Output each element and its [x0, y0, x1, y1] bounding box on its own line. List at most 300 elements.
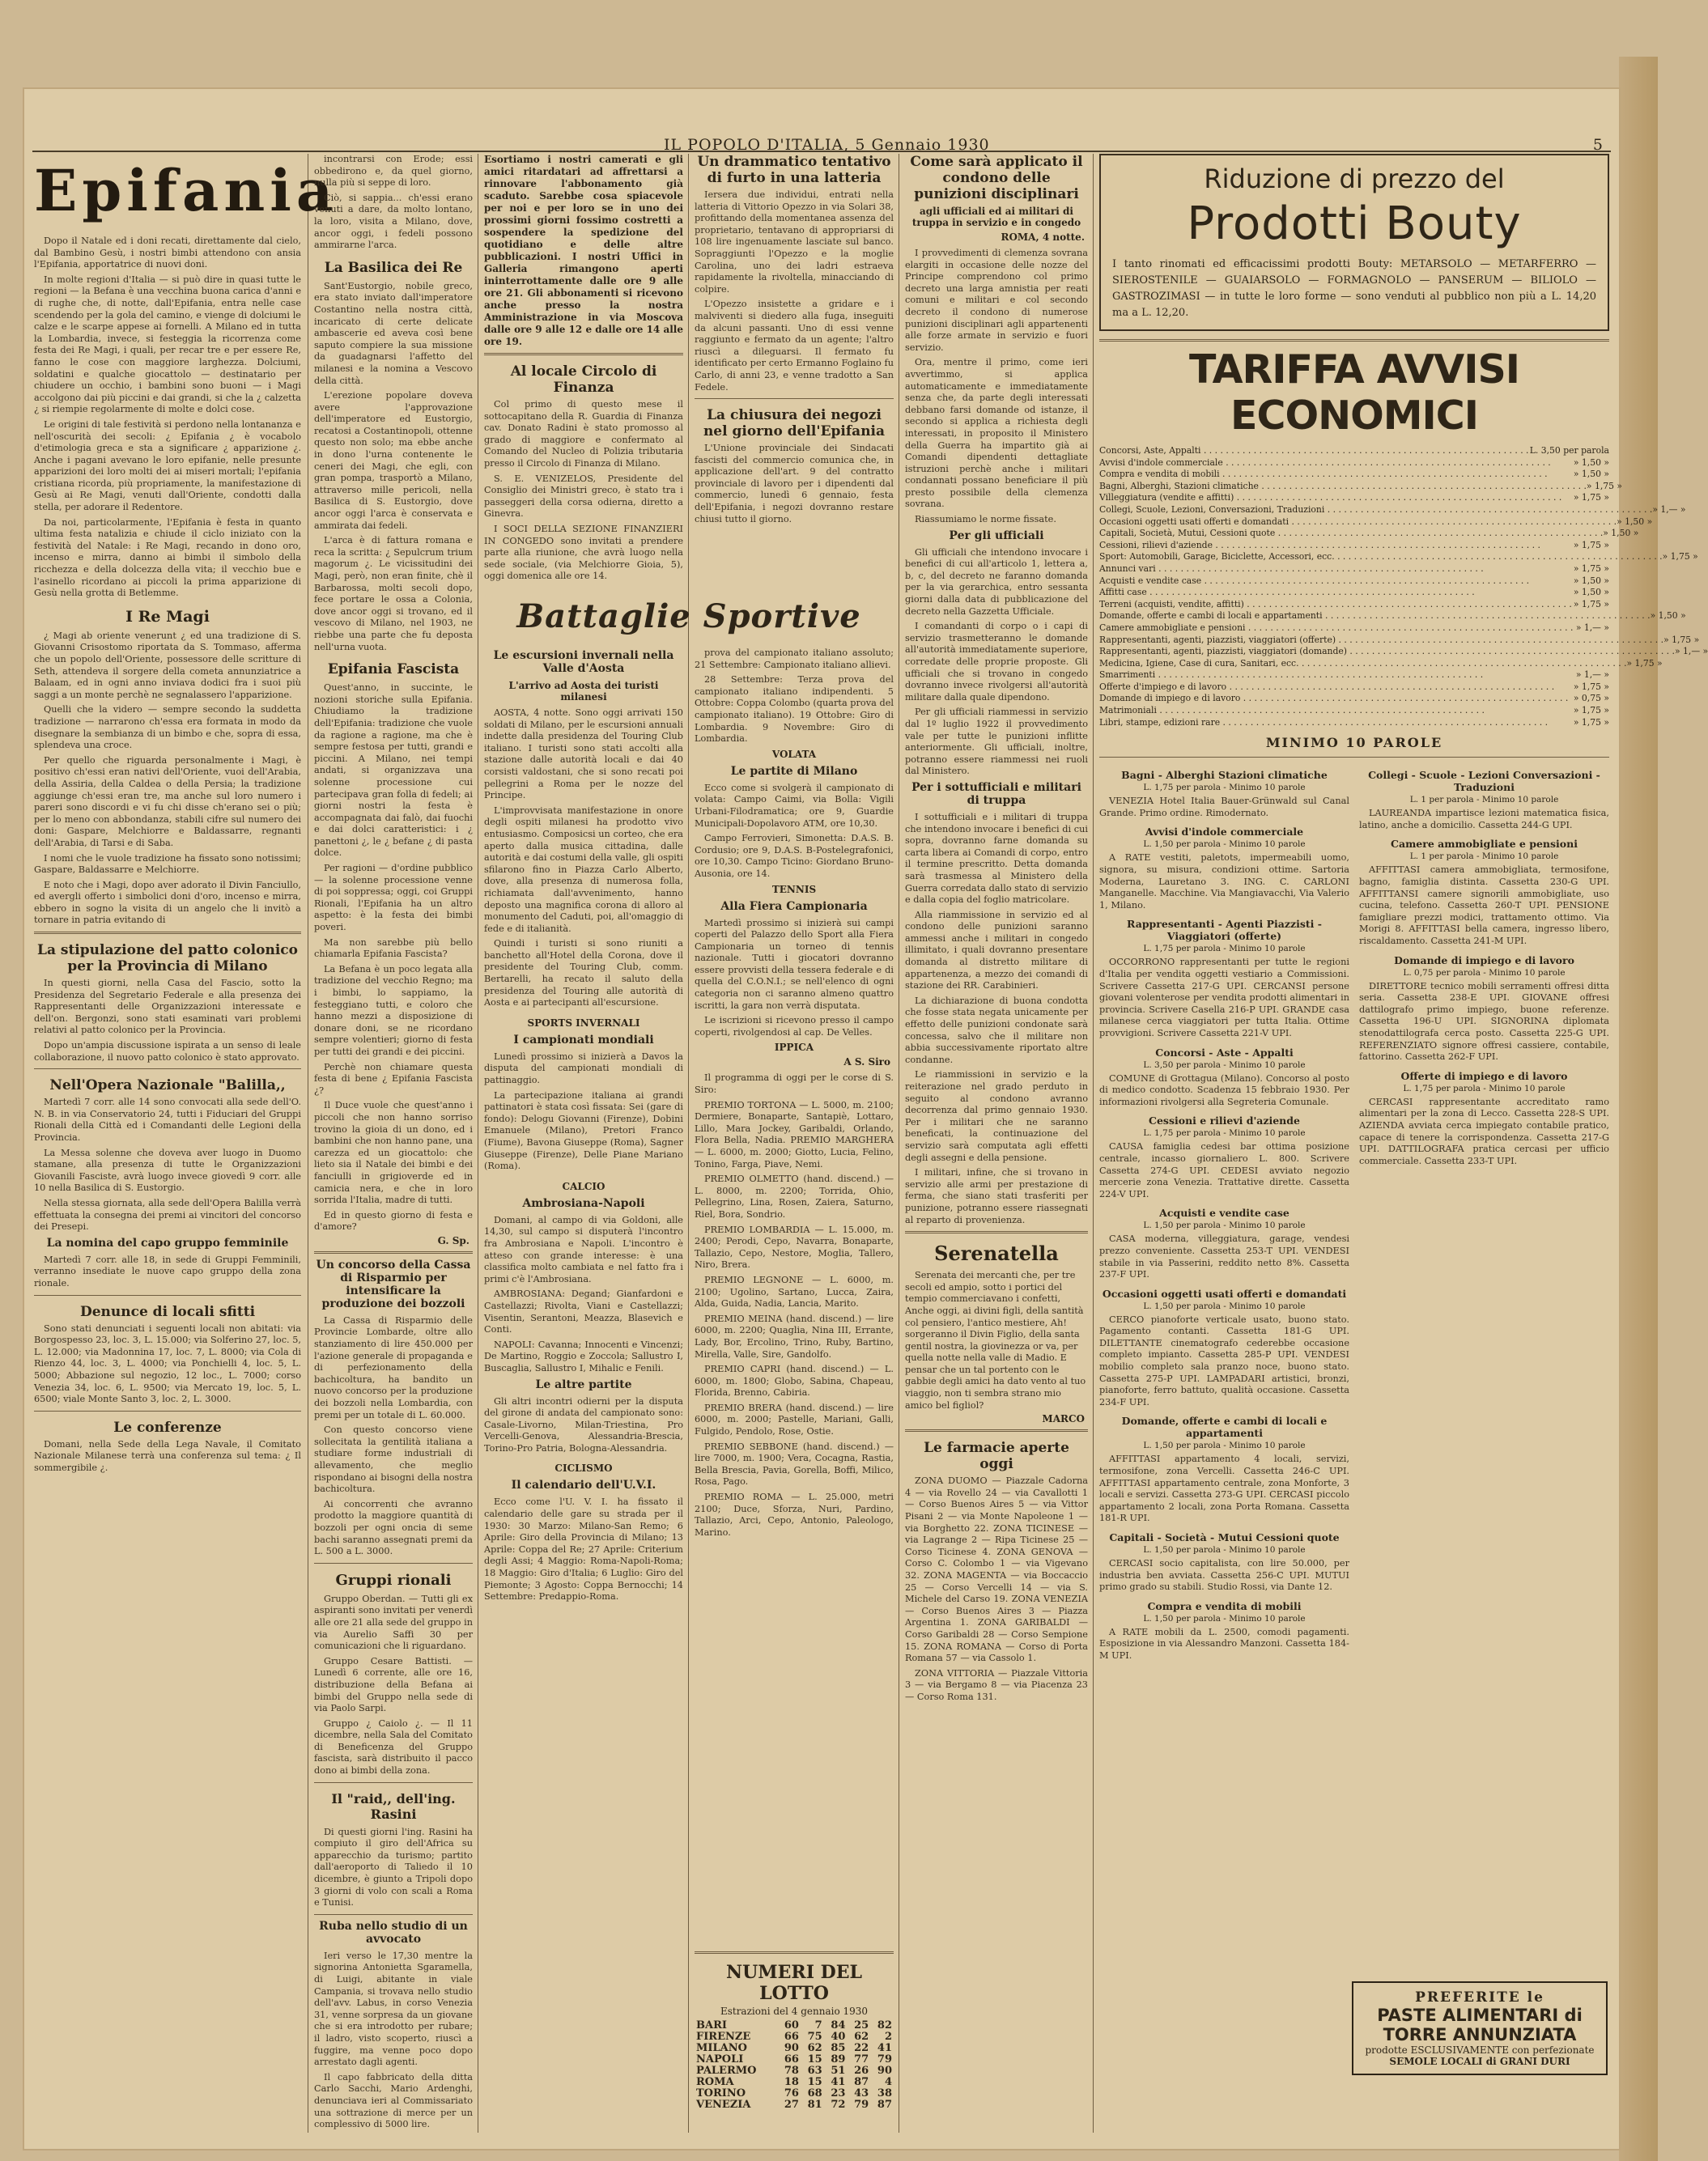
classified-text: OCCORRONO rappresentanti per tutte le regioni d'Italia per vendita oggetti vestiario a Commissioni. Scrivere Cassetta 217-G UPI. CERCANSI persone giovani volenterose per vendita prodotti alimentari in provincia. Scrivere Casella 216-P UPI. GRANDE casa milanese cerca viaggiatori per tutta Italia. Ottime provvigioni. Scrivere Cassetta 221-V UPI. [1099, 957, 1349, 1038]
rate-value: » 1,50 » [1573, 587, 1609, 598]
lotto-number: 60 [784, 2019, 799, 2032]
rate-label: Libri, stampe, edizioni rare . . . [1099, 717, 1548, 729]
tariffa-title: TARIFFA AVVISI ECONOMICI [1188, 346, 1519, 439]
article-paragraph: Per quello che riguarda personalmente i Magi, è positivo ch'essi eran nativi dell'Oriente, vuoi dell'Arabia, della Assiria, della Caldea o della Persia; la tradizione aggiunge ch'essi eran tre, ma anche sul loro numero i pareri sono discordi e vi fu chi disse ch'erano sei o più; per lo meno con abbondanza, stabili cifre sul numero dei doni: Gaspare, Melchiorre e Baldassarre, regnanti dell'Arabia, di Tarsi e di Saba. [34, 754, 301, 848]
category-heading: Compra e vendita di mobili [1147, 1599, 1302, 1612]
article-paragraph: PREMIO BRERA (hand. discend.) — lire 6000, m. 2000; Pastelle, Mariani, Galli, Fulgido, Pendolo, Rose, Ostie. [695, 1402, 894, 1437]
article-paragraph: Ed in questo giorno di festa e d'amore? [314, 1209, 473, 1233]
divider [314, 1563, 473, 1564]
divider [1099, 339, 1609, 342]
rate-value: » 1,— » [1575, 669, 1609, 681]
article-paragraph: NAPOLI: Cavanna; Innocenti e Vincenzi; De Martino, Roggio e Zoccola; Sallustro I, Buscaglia, Sallustro I, Mihalic e Fenili. [484, 1339, 683, 1373]
category-heading: Rappresentanti - Agenti Piazzisti - Viaggiatori (offerte) [1127, 918, 1322, 943]
page-edge [1619, 57, 1658, 2161]
article-paragraph: Sant'Eustorgio, nobile greco, era stato inviato dall'imperatore Costantino nella nostra città, incaricato di certe delicate ambascerie ed aveva così bene saputo compiere la sua missione da guadagnarsi l'affetto del milanesi e la nomina a Vescovo della città. [314, 280, 473, 386]
classified-text: AFFITTASI camera ammobigliata, termosifone, bagno, famiglia distinta. Cassetta 230-G UPI. AFFITTANSI camere signorili ammobigliate, uso cucina, telefono. Cassetta 260-T UPI. PENSIONE famigliare prezzi modici, trattamento ottimo. Via Morigi 8. AFFITTASI bella camera, ingresso libero, riscaldamento. Cassetta 241-M UPI. [1359, 864, 1609, 946]
lotto-number: 27 [784, 2099, 799, 2111]
rate-row [1099, 575, 1609, 588]
section-subheading: Alla Fiera Campionaria [720, 899, 868, 913]
divider [314, 1782, 473, 1783]
rate-row [1099, 503, 1686, 516]
lotto-number: 66 [784, 2031, 799, 2043]
article-paragraph: E noto che i Magi, dopo aver adorato il Divin Fanciullo, ed avergli offerto i simbolici doni d'oro, incenso e mirra, ebbero in sogno la visita di un angelo che li invitò a tornare in patria evitando di [34, 879, 301, 926]
lotto-number: 62 [854, 2031, 869, 2043]
section-heading: Il "raid,, dell'ing. Rasini [331, 1790, 456, 1822]
rate-row [1099, 705, 1609, 717]
article-paragraph: La Cassa di Risparmio delle Provincie Lombarde, oltre allo stanziamento di lire 450.000 per l'azione generale di propaganda e di perfezionamento della bachicoltura, ha bandito un nuovo concorso per la produzione dei bozzoli nella Lombardia, con premi per un totale di L. 60.000. [314, 1314, 473, 1420]
rate-row [1099, 717, 1609, 729]
lotto-number: 68 [807, 2087, 822, 2099]
lotto-box [695, 1947, 894, 2125]
rate-label: Occasioni oggetti usati offerti e domandati . . . [1099, 516, 1617, 529]
section-heading: Epifania Fascista [327, 661, 460, 678]
lotto-number: 72 [831, 2099, 846, 2111]
lotto-city: VENEZIA [696, 2099, 751, 2111]
column-5 [905, 154, 1088, 2133]
section-heading: Al locale Circolo di Finanza [510, 363, 657, 396]
classified-text: CERCASI socio capitalista, con lire 50.000, per industria ben avviata. Cassetta 256-C UPI. MUTUI primo grado su stabili. Studio Rossi, via Dante 12. [1099, 1558, 1349, 1593]
lotto-number: 41 [877, 2042, 892, 2054]
section-heading: Le farmacie aperte oggi [924, 1440, 1069, 1473]
section-heading: Un drammatico tentativo di furto in una latteria [697, 154, 891, 186]
lotto-number: 4 [884, 2076, 892, 2088]
rate-value: » 1,— » [1575, 622, 1609, 633]
article-paragraph: Riassumiamo le norme fissate. [915, 514, 1056, 525]
article-paragraph: Ai concorrenti che avranno prodotto la maggiore quantità di bozzoli per ogni oncia di seme bachi saranno assegnati premi da L. 500 a L. 3000. [314, 1498, 473, 1557]
article-paragraph: Ma non sarebbe più bello chiamarla Epifania Fascista? [314, 936, 473, 960]
divider [34, 1295, 301, 1296]
newspaper-page [24, 89, 1708, 2149]
article-paragraph: I SOCI DELLA SEZIONE FINANZIERI IN CONGEDO sono invitati a prendere parte alla riunione, che avrà luogo nella sede sociale, (via Melchiorre Gioia, 5), oggi domenica alle ore 14. [484, 523, 683, 582]
article-paragraph: PREMIO LOMBARDIA — L. 15.000, m. 2400; Perodi, Cepo, Navarra, Bonaparte, Tallazio, Cepo, Nestore, Moglia, Tallero, Niro, Brera. [695, 1224, 894, 1271]
section-heading: Ruba nello studio di un avvocato [319, 1919, 468, 1946]
article-paragraph: Le riammissioni in servizio e la reiterazione nel grado perduto in seguito al condono avranno decorrenza dal primo gennaio 1930. Per i militari che ne saranno beneficati, la continuazione del servizio sarà computata agli effetti degli assegni e della pensione. [905, 1069, 1088, 1163]
divider [484, 353, 683, 355]
bouty-ad-body: I tanto rinomati ed efficacissimi prodotti Bouty: METARSOLO — METARFERRO — SIEROSTENILE — GUAIARSOLO — FORMAGNOLO — PANSERUM — BILIOLO — GASTROZIMASI — in tutte le loro forme — sono venduti al pubblico non più a L. 14,20 ma a L. 12,20. [1112, 258, 1596, 319]
rate-row [1099, 693, 1609, 705]
category-heading: Acquisti e vendite case [1159, 1207, 1289, 1220]
category-rate: L. 1,50 per parola - Minimo 10 parole [1143, 1613, 1306, 1624]
rate-label: Annunci vari . . . [1099, 563, 1488, 575]
rate-row [1099, 622, 1609, 635]
lotto-city: TORINO [696, 2087, 746, 2099]
lotto-number: 75 [807, 2031, 822, 2043]
rate-value: » 1,75 » [1573, 716, 1609, 728]
category-rate: L. 1,75 per parola - Minimo 10 parole [1143, 944, 1306, 954]
section-heading: La Basilica dei Re [324, 259, 463, 276]
category-heading: Avvisi d'indole commerciale [1145, 826, 1304, 839]
section-heading: IPPICA [774, 1042, 814, 1054]
article-paragraph: In questi giorni, nella Casa del Fascio, sotto la Presidenza del Segretario Federale e alla presenza dei Rappresentanti delle Organizzazioni interessate e dell'on. Bergonzi, sono stati esaminati vari problemi relativi al patto colonico per la Provincia. [34, 978, 301, 1036]
rate-value: » 1,50 » [1573, 456, 1609, 468]
rate-label: Matrimoniali . . . [1099, 705, 1488, 717]
lotto-city: NAPOLI [696, 2053, 744, 2065]
category-rate: L. 1 per parola - Minimo 10 parole [1409, 795, 1559, 805]
rate-label: Rappresentanti, agenti, piazzisti, viaggiatori (domande) . . . [1099, 646, 1675, 658]
rate-value: » 1,— » [1652, 503, 1686, 515]
article-paragraph: Il capo fabbricato della ditta Carlo Sacchi, Mario Ardenghi, denunciava ieri al Commissariato una sottrazione di merce per un complessivo di 5000 lire. [314, 2071, 473, 2130]
article-paragraph: Ora, mentre il primo, come ieri avvertimmo, si applica automaticamente e immediatamente senza che, da parte degli interessati debbano farsi domande od istanze, il secondo si applica a richiesta degli interessati, in proposito il Ministero della Guerra ha impartito già ai Comandi dipendenti dettagliate istruzioni perchè anche i militari condannati possano beneficiare il più presto possibile della clemenza sovrana. [905, 357, 1088, 510]
section-heading: Nell'Opera Nazionale "Balilla,, [49, 1077, 286, 1094]
article-paragraph: Domani, al campo di via Goldoni, alle 14,30, sul campo si disputerà l'incontro fra Ambrosiana e Napoli. L'incontro è atteso con grande interesse: è una classifica molto cambiata e nel fatto fra i primi c'è l'Ambrosiana. [484, 1214, 683, 1284]
lotto-city: PALERMO [696, 2065, 757, 2077]
lotto-number: 51 [831, 2065, 846, 2077]
rate-value: » 1,50 » [1603, 528, 1639, 539]
section-heading: CALCIO [562, 1180, 605, 1192]
lotto-number: 15 [807, 2076, 822, 2088]
article-paragraph: Lunedì prossimo si inizierà a Davos la disputa del campionati mondiali di pattinaggio. [484, 1051, 683, 1086]
classified-text: AFFITTASI appartamento 4 locali, servizi, termosifone, zona Vercelli. Cassetta 246-C UPI. AFFITTASI appartamento centrale, zona Monforte, 3 locali e servizi. Cassetta 273-G UPI. CERCASI piccolo appartamento 2 locali, zona Porta Romana. Cassetta 181-R UPI. [1099, 1454, 1349, 1524]
category-rate: L. 1,50 per parola - Minimo 10 parole [1143, 1441, 1306, 1451]
category-heading: Camere ammobigliate e pensioni [1391, 838, 1578, 851]
section-heading: Come sarà applicato il condono delle punizioni disciplinari [910, 154, 1083, 202]
rate-value: L. 3,50 per parola [1529, 445, 1609, 456]
section-heading: Gruppi rionali [335, 1571, 452, 1589]
column-2 [314, 154, 473, 2133]
category-heading: Cessioni e rilievi d'aziende [1149, 1114, 1300, 1127]
rate-label: Rappresentanti, agenti, piazzisti, viaggiatori (offerte) . . . [1099, 635, 1663, 647]
article-paragraph: I militari, infine, che si trovano in servizio alle armi per prestazione di ferma, che siano stati trasferiti per punizione, potranno essere riassegnati al reparto di provenienza. [905, 1167, 1088, 1225]
section-subheading: Il calendario dell'U.V.I. [511, 1479, 656, 1492]
final-ad-line3: prodotte ESCLUSIVAMENTE con perfezionate [1365, 2044, 1595, 2056]
article-paragraph: Campo Ferrovieri, Simonetta: D.A.S. B. Cordusio; ore 9, D.A.S. B-Postelegrafonici, ore 10,30. Campo Ticino: Giordano Bruno-Ausonia, ore 14. [695, 833, 894, 879]
rate-label: Medicina, Igiene, Case di cura, Sanitari, ecc. . . . [1099, 658, 1627, 670]
category-heading: Bagni - Alberghi Stazioni climatiche [1121, 769, 1328, 782]
rate-value: » 1,50 » [1573, 575, 1609, 586]
section-subheading: Le altre partite [535, 1378, 632, 1391]
category-rate: L. 1,75 per parola - Minimo 10 parole [1143, 1128, 1306, 1139]
rate-row [1099, 681, 1609, 694]
classified-text: A RATE vestiti, paletots, impermeabili uomo, signora, su misura, condizioni ottime. Sartoria Moderna, Lauretano 3. ING. C. CARLONI Manganelle. Macchine. Via Mangiavacchi, Via Valerio 1, Milano. [1099, 852, 1349, 911]
rate-row [1099, 610, 1686, 622]
lotto-city: BARI [696, 2019, 727, 2032]
rate-label: Avvisi d'indole commerciale . . . [1099, 457, 1551, 469]
article-paragraph: L'Opezzo insistette a gridare e i malviventi si diedero alla fuga, inseguiti da alcuni passanti. Uno di essi venne raggiunto e fermato da un agente; l'altro riuscì a dileguarsi. Il fermato fu identificato per certo Ermanno Foglaino fu Carlo, di anni 23, e venne tradotto a San Fedele. [695, 299, 894, 393]
rate-value: » 1,75 » [1573, 598, 1609, 609]
rate-label: Capitali, Società, Mutui, Cessioni quote . . . [1099, 528, 1603, 540]
rate-value: » 1,75 » [1573, 681, 1609, 692]
article-paragraph: PREMIO CAPRI (hand. discend.) — L. 6000, m. 1800; Globo, Sabina, Chapeau, Florida, Brenno, Cabiria. [695, 1364, 894, 1399]
article-paragraph: Il Duce vuole che quest'anno i piccoli che non hanno sorriso trovino la gioia di un dono, ed i bambini che non hanno pane, una carezza ed un giocattolo: che lieto sia il Natale dei bimbi e dei fanciulli in grigioverde ed in camicia nera, e che in loro sorrida l'Italia, madre di tutti. [314, 1100, 473, 1206]
rate-row [1099, 563, 1609, 575]
rate-label: Acquisti e vendite case . . . [1099, 575, 1529, 588]
rate-row [1099, 469, 1609, 481]
lotto-number: 15 [807, 2053, 822, 2065]
article-paragraph: I provvedimenti di clemenza sovrana elargiti in occasione delle nozze del Principe comprendono col primo decreto una larga amnistia per reati comuni e militari e col secondo decreto il condono di numerose punizioni disciplinari agli appartenenti alle forze armate in servizio e fuori servizio. [905, 248, 1088, 353]
lotto-number: 82 [877, 2019, 892, 2032]
category-rate: L. 3,50 per parola - Minimo 10 parole [1143, 1059, 1306, 1070]
divider [695, 1951, 894, 1954]
section-heading: I Re Magi [125, 607, 210, 626]
article-paragraph: Gruppo Oberdan. — Tutti gli ex aspiranti sono invitati per venerdì alle ore 21 alla sede del gruppo in via Aurelio Saffi 30 per comunicazioni che li riguardano. [314, 1593, 473, 1652]
lotto-number: 23 [831, 2087, 846, 2099]
lotto-number: 87 [854, 2076, 869, 2088]
article-paragraph: Sono stati denunciati i seguenti locali non abitati: via Borgospesso 23, loc. 3, L. 15.000; via Solferino 27, loc. 5, L. 12.000; via Madonnina 17, loc. 7, L. 8000; via Cola di Rienzo 44, loc. 3, L. 4000; via Ponchielli 4, loc. 5, L. 5000; Abbazione sul negozio, 12 loc., L. 7000; corso Venezia 34, loc. 6, L. 9500; via Mercato 19, loc. 5, L. 6500; viale Monte Santo 3, loc. 2, L. 3000. [34, 1322, 301, 1405]
dateline: ROMA, 4 notte. [1001, 231, 1085, 243]
article-paragraph: Martedì prossimo si inizierà sui campi coperti del Palazzo dello Sport alla Fiera Campionaria un torneo di tennis nazionale. Tutti i giocatori dovranno essere provvisti della tessera federale e di quella del C.O.N.I.; se nell'elenco di ogni categoria non ci saranno almeno quattro iscritti, la gara non verrà disputata. [695, 917, 894, 1011]
category-rate: L. 0,75 per parola - Minimo 10 parole [1403, 967, 1566, 978]
section-heading: La stipulazione del patto colonico per la Provincia di Milano [37, 942, 298, 975]
section-heading: Le escursioni invernali nella Valle d'Aosta [493, 649, 674, 675]
category-rate: L. 1,75 per parola - Minimo 10 parole [1403, 1083, 1566, 1093]
article-paragraph: In molte regioni d'Italia — si può dire in quasi tutte le regioni — la Befana è una vecchina buona carica d'anni e di rughe che, di notte, dall'Epifania, entra nelle case scendendo per la gola del camino, e vienge di dolciumi le calze e le scarpe appese ai fornelli. A Milano ed in tutta la Lombardia, invece, si festeggia la ricorrenza come festa dei Re Magi, i quali, per recar tre e per essere Re, fanno le cose con maggiore larghezza. Dolciumi, soldatini e qualche giocattolo — destinatario per chiudere un occhio, i bambini sono buoni — i Magi accolgono dai più piccini e dai grandi, si che la ¿ calzetta ¿ si riempie regolarmente di molte e dolci cose. [34, 274, 301, 415]
divider [695, 398, 894, 399]
rates-list [1099, 445, 1708, 728]
article-paragraph: PREMIO ROMA — L. 25.000, metri 2100; Duce, Sforza, Nuri, Pardino, Tallazio, Arci, Cepo, Antonio, Paleologo, Marino. [695, 1492, 894, 1538]
classified-text: DIRETTORE tecnico mobili serramenti offresi ditta seria. Cassetta 238-E UPI. GIOVANE offresi dattilografo primo impiego, buone referenze. Cassetta 196-U UPI. SIGNORINA diplomata stenodattilografa cerca posto. Cassetta 225-G UPI. REFERENZIATO signore offresi cassiere, contabile, fattorino. Cassetta 262-F UPI. [1359, 980, 1609, 1063]
article-paragraph: L'improvvisata manifestazione in onore degli ospiti milanesi ha prodotto vivo entusiasmo. Composicsi un corteo, che era aperto dalla musica cittadina, dalle autorità e dai costumi della valle, gli ospiti sfilarono fino in Piazza Carlo Alberto, dove, alla presenza di numerosa folla, richiamata dall'avvenimento, hanno deposto una magnifica corona di alloro al monumento del Caduti, poi, all'omaggio di fede e di italianità. [484, 805, 683, 934]
lotto-number: 40 [831, 2031, 846, 2043]
section-heading: TENNIS [771, 883, 817, 895]
article-paragraph: I comandanti di corpo o i capi di servizio trasmetteranno le domande all'autorità immediatamente superiore, corredate delle proprie proposte. Gli ufficiali che si trovano in congedo dovranno invece rivolgersi all'autorità militare dalla quale dipendono. [905, 621, 1088, 703]
lotto-number: 38 [877, 2087, 892, 2099]
rate-label: Domande, offerte e cambi di locali e appartamenti . . . [1099, 610, 1651, 622]
column-4-top [695, 154, 894, 591]
section-subheading: L'arrivo ad Aosta dei turisti milanesi [508, 680, 659, 703]
article-paragraph: La dichiarazione di buona condotta che fosse stata negata unicamente per effetto delle punizioni condonate sarà concessa, salvo che il militare non abbia successivamente riportato altre condanne. [905, 995, 1088, 1065]
rate-row [1099, 599, 1609, 611]
category-heading: Collegi - Scuole - Lezioni Conversazioni - Traduzioni [1368, 769, 1600, 794]
article-paragraph: PREMIO MEINA (hand. discend.) — lire 6000, m. 2200; Quaglia, Nina III, Errante, Lady, Bor, Ercolino, Trino, Ruby, Bartino, Mirella, Valle, Sire, Gandolfo. [695, 1313, 894, 1360]
article-paragraph: Le origini di tale festività si perdono nella lontananza e nell'oscurità dei secoli: ¿ Epifania ¿ è vocabolo d'etimologia greca e sta a significare ¿ apparizione ¿. Anche i pagani avevano le loro epifanie, nelle presunte apparizioni dei loro molti dei ai miseri mortali; l'epifania cristiana ricorda, più propriamente, la manifestazione di Gesù ai Re Magi, venuti dall'Oriente, condotti dalla stella, per adorare il Redentore. [34, 418, 301, 513]
lotto-number: 25 [854, 2019, 869, 2032]
divider [905, 1429, 1088, 1432]
lotto-number: 43 [854, 2087, 869, 2099]
lotto-row [695, 2020, 894, 2032]
rate-value: » 1,75 » [1662, 551, 1698, 563]
rate-value: » 0,75 » [1573, 693, 1609, 704]
column-1 [34, 154, 338, 2133]
article-paragraph: Per ragioni — d'ordine pubblico — la solenne processione venne di poi soppressa; oggi, coi Gruppi Rionali, l'Epifania ha un altro aspetto: è la festa dei bimbi poveri. [314, 863, 473, 933]
article-paragraph: Ieri verso le 17,30 mentre la signorina Antonietta Sgaramella, di Luigi, abitante in viale Campania, si trovava nello studio dell'avv. Labus, in corso Venezia 31, venne sorpresa da un giovane che si era introdotto per rubare; il ladro, visto scoperto, riuscì a fuggire, ma venne poco dopo arrestato dagli agenti. [314, 1950, 473, 2068]
classifieds-col-a [1099, 762, 1349, 2106]
lotto-number: 63 [807, 2065, 822, 2077]
column-4-sport [695, 647, 894, 2133]
rate-label: Compra e vendita di mobili . . . [1099, 469, 1548, 481]
category-rate: L. 1,75 per parola - Minimo 10 parole [1143, 783, 1306, 793]
lotto-city: MILANO [696, 2042, 747, 2054]
article-paragraph: Quindi i turisti si sono riuniti a banchetto all'Hotel della Corona, dove il presidente del Touring Club, comm. Bertarelli, ha recato il saluto della presidenza del Touring alle autorità di Aosta e ai partecipanti all'escursione. [484, 938, 683, 1008]
article-paragraph: 28 Settembre: Terza prova del campionato italiano indipendenti. 5 Ottobre: Coppa Colombo (quarta prova del campionato italiano). 19 Ottobre: Giro di Lombardia. 9 Novembre: Giro di Lombardia. [695, 674, 894, 745]
rate-label: Villeggiatura (vendite e affitti) . . . [1099, 492, 1561, 504]
final-ad-wrap [1352, 1975, 1608, 2129]
article-paragraph: PREMIO OLMETTO (hand. discend.) — L. 8000, m. 2200; Torrida, Ohio, Pellegrino, Lina, Rosen, Zaiera, Saturno, Riel, Bora, Sondrio. [695, 1174, 894, 1220]
article-paragraph: Gli ufficiali che intendono invocare i benefici di cui all'articolo 1, lettera a, b, c, del decreto ne faranno domanda per la via gerarchica, entro sessanta giorni dalla data di pubblicazione del decreto nella Gazzetta Ufficiale. [905, 546, 1088, 617]
lotto-number: 66 [784, 2053, 799, 2065]
article-paragraph: Nella stessa giornata, alla sede dell'Opera Balilla verrà effettuata la consegna dei premi ai vincitori del concorso dei Presepi. [34, 1197, 301, 1233]
rate-row [1099, 480, 1623, 493]
column-rule [1093, 154, 1094, 2133]
divider [1099, 757, 1609, 758]
rate-label: Offerte d'impiego e di lavoro . . . [1099, 681, 1554, 694]
classified-text: VENEZIA Hotel Italia Bauer-Grünwald sul Canal Grande. Primo ordine. Rimodernato. [1099, 796, 1349, 818]
category-heading: Offerte di impiego e di lavoro [1400, 1069, 1568, 1082]
article-paragraph: Martedì 7 corr. alle 14 sono convocati alla sede dell'O. N. B. in via Conservatorio 24, tutti i Fiduciari del Gruppi Rionali della Città ed i Comandanti delle Legioni della Provincia. [34, 1097, 301, 1143]
torre-annunziata-ad [1352, 1981, 1608, 2075]
column-ads [1099, 154, 1708, 2133]
lotto-row [695, 2054, 894, 2065]
article-paragraph: L'arca è di fattura romana e reca la scritta: ¿ Sepulcrum trium magorum ¿. Le vicissitudini dei Magi, però, non eran finite, chè il Barbarossa, molti secoli dopo, fece portare le ossa a Colonia, dove ancor oggi si trovano, ed il vescovo di Milano, nel 1903, ne riebbe una parte che fu deposta nell'urna vuota. [314, 535, 473, 652]
bouty-ad-heading: Riduzione di prezzo del [1204, 163, 1505, 194]
rate-label: Concorsi, Aste, Appalti . . . [1099, 445, 1529, 457]
rate-label: Domande di impiego e di lavoro . . . [1099, 693, 1568, 705]
lotto-number: 85 [831, 2042, 846, 2054]
header-rule [32, 151, 1611, 152]
article-paragraph: Il programma di oggi per le corse di S. Siro: [695, 1072, 894, 1096]
classifieds [1099, 762, 1609, 2106]
category-rate: L. 1,50 per parola - Minimo 10 parole [1143, 839, 1306, 850]
rate-label: Collegi, Scuole, Lezioni, Conversazioni, Traduzioni . . . [1099, 504, 1652, 516]
article-paragraph: Di questi giorni l'ing. Rasini ha compiuto il giro dell'Africa su apparecchio da turismo; partito dall'aeroporto di Taliedo il 10 dicembre, è giunto a Tripoli dopo 3 giorni di volo con scali a Roma e Tunisi. [314, 1826, 473, 1908]
section-heading: Serenatella [934, 1242, 1059, 1266]
rate-label: Terreni (acquisti, vendite, affitti) . . . [1099, 599, 1572, 611]
category-heading: Domande, offerte e cambi di locali e appartamenti [1121, 1415, 1328, 1440]
rate-row [1099, 634, 1700, 647]
rate-label: Affitti case . . . [1099, 587, 1488, 599]
lotto-row [695, 2065, 894, 2077]
lotto-row [695, 2088, 894, 2099]
final-ad-line4: SEMOLE LOCALI di GRANI DURI [1389, 2056, 1570, 2067]
lotto-city: ROMA [696, 2076, 734, 2088]
divider [34, 1068, 301, 1069]
article-paragraph: Con questo concorso viene sollecitata la gentilità italiana a studiare forme industriali di allevamento, che meglio rispondano ai bisogni della nostra bachicoltura. [314, 1424, 473, 1495]
poem-signature: MARCO [1042, 1413, 1085, 1425]
author-signature: G. Sp. [437, 1234, 469, 1246]
section-subheading: agli ufficiali ed ai militari di truppa in servizio e in congedo [911, 206, 1081, 228]
classified-text: A RATE mobili da L. 2500, comodi pagamenti. Esposizione in via Alessandro Manzoni. Cassetta 184-M UPI. [1099, 1626, 1349, 1661]
section-heading: La nomina del capo gruppo femminile [46, 1236, 289, 1250]
section-heading: Denunce di locali sfitti [79, 1303, 256, 1320]
lotto-number: 87 [877, 2099, 892, 2111]
section-heading: VOLATA [771, 748, 817, 760]
article-paragraph: S. E. VENIZELOS, Presidente del Consiglio dei Ministri greco, è stato tra i passeggeri della corsa odierna, diretto a Ginevra. [484, 473, 683, 520]
lotto-row [695, 2077, 894, 2088]
section-heading: CICLISMO [554, 1463, 613, 1475]
lotto-number: 26 [854, 2065, 869, 2077]
article-paragraph: Gli altri incontri odierni per la disputa del girone di andata del campionato sono: Casale-Livorno, Milan-Triestina, Pro Vercelli-Genova, Alessandria-Brescia, Torino-Pro Patria, Bologna-Alessandria. [484, 1395, 683, 1454]
section-subheading: Ambrosiana-Napoli [522, 1196, 645, 1210]
lotto-row [695, 2043, 894, 2054]
section-subheading: I campionati mondiali [513, 1033, 654, 1047]
rate-value: » 1,50 » [1617, 516, 1653, 527]
rate-label: Sport: Automobili, Garage, Biciclette, Accessori, ecc. . . . [1099, 551, 1663, 563]
section-subheading: A S. Siro [843, 1056, 890, 1068]
section-subheading: Per i sottufficiali e militari di truppa [911, 780, 1081, 807]
classified-text: CAUSA famiglia cedesi bar ottima posizione centrale, incasso giornaliero L. 800. Scrivere Cassetta 274-G UPI. CEDESI avviato negozio mercerie zona Venezia. Trattative dirette. Cassetta 224-V UPI. [1099, 1141, 1349, 1199]
lotto-number: 62 [807, 2042, 822, 2054]
divider [905, 1231, 1088, 1233]
column-rule [688, 154, 689, 2133]
rate-value: » 1,75 » [1663, 634, 1700, 645]
lotto-number: 2 [884, 2031, 892, 2043]
article-paragraph: La Messa solenne che doveva aver luogo in Duomo stamane, alla presenza di tutte le Organizzazioni Giovanili Fasciste, avrà luogo invece giovedì 9 corr. alle 10 nella Basilica di S. Eustorgio. [34, 1147, 301, 1194]
divider [314, 1914, 473, 1915]
divider [34, 932, 301, 934]
section-subheading: Per gli ufficiali [949, 529, 1044, 542]
rate-value: » 1,50 » [1573, 469, 1609, 480]
lotto-number: 41 [831, 2076, 846, 2088]
divider [314, 1251, 473, 1254]
classified-text: CASA moderna, villeggiatura, garage, vendesi prezzo conveniente. Cassetta 253-T UPI. VENDESI stabile in via Passerini, reddito netto 8%. Cassetta 237-F UPI. [1099, 1233, 1349, 1280]
bouty-ad-title: Prodotti Bouty [1187, 197, 1522, 250]
section-subheading: Le partite di Milano [730, 764, 858, 778]
rate-label: Cessioni, rilievi d'aziende . . . [1099, 540, 1540, 552]
lotto-title: NUMERI DEL LOTTO [726, 1962, 862, 2004]
article-paragraph: La partecipazione italiana ai grandi pattinatori è stata così fissata: Sei (gare di fondo): Delogu Giovanni (Firenze), Dobini Emanuele (Milano), Pretori Franco (Fiume), Bavona Giuseppe (Roma), Sagner Giuseppe (Firenze), Delle Piane Mariano (Roma). [484, 1089, 683, 1172]
lotto-number: 90 [784, 2042, 799, 2054]
bouty-ad [1099, 154, 1609, 331]
rate-label: Smarrimenti . . . [1099, 669, 1488, 681]
section-heading: La chiusura dei negozi nel giorno dell'Epifania [703, 407, 886, 440]
section-heading: SPORTS INVERNALI [527, 1017, 640, 1029]
section-heading: Le conferenze [113, 1419, 222, 1436]
article-paragraph: Le iscrizioni si ricevono presso il campo coperti, rivolgendosi al cap. De Velles. [695, 1015, 894, 1038]
article-paragraph: Ecco come l'U. V. I. ha fissato il calendario delle gare su strada per il 1930: 30 Marzo: Milano-San Remo; 6 Aprile: Giro della Provincia di Milano; 13 Aprile: Coppa del Re; 27 Aprile: Criterium degli Assi; 4 Maggio: Roma-Napoli-Roma; 18 Maggio: Giro d'Italia; 6 Luglio: Giro del Piemonte; 3 Agosto: Coppa Bernocchi; 14 Settembre: Predappio-Roma. [484, 1497, 683, 1603]
classified-text: COMUNE di Grottagua (Milano). Concorso al posto di medico condotto. Scadenza 15 febbraio 1930. Per informazioni rivolgersi alla Segreteria Comunale. [1099, 1072, 1349, 1107]
article-paragraph: incontrarsi con Erode; essi obbedirono e, da quel giorno, nulla più si seppe di loro. [314, 154, 473, 189]
article-paragraph: Iersera due individui, entrati nella latteria di Vittorio Opezzo in via Solari 38, profittando della momentanea assenza del proprietario, tentavano di appropriarsi di 108 lire ingenuamente lasciate sul banco. Sopraggiunti l'Opezzo e la moglie Carolina, uno dei ladri estraeva rapidamente la rivoltella, minacciando di colpire. [695, 189, 894, 295]
lotto-number: 76 [784, 2087, 799, 2099]
article-paragraph: Quest'anno, in succinte, le nozioni storiche sulla Epifania. Chiudiamo la tradizione dell'Epifania: tradizione che vuole da ragione a ragione, ma che è sempre festosa per tutti, grandi e piccini. A Milano, nei tempi andati, si organizzava una solenne processione cui partecipava gran folla di fedeli; ai giorni nostri la festa è accompagnata dai falò, dai fuochi e dai dolci caratteristici: i ¿ panettoni ¿, le ¿ befane ¿ di pasta dolce. [314, 682, 473, 859]
article-paragraph: Da noi, particolarmente, l'Epifania è festa in quanto ultima festa natalizia e chiude il ciclo iniziato con la festività del Natale: i Re Magi, recando in dono oro, incenso e mirra, danno ai bimbi il simbolo della ricchezza e della dolcezza della vita; il vecchio bue e l'asinello ricordano ai piccoli la prima apparizione di Gesù nella grotta di Betlemme. [34, 516, 301, 599]
lotto-number: 22 [854, 2042, 869, 2054]
rate-row [1099, 445, 1609, 457]
section-heading: Un concorso della Cassa di Risparmio per intensificare la produzione dei bozzoli [316, 1258, 471, 1310]
category-rate: L. 1,50 per parola - Minimo 10 parole [1143, 1545, 1306, 1555]
rate-row [1099, 457, 1609, 469]
rate-value: » 1,75 » [1626, 657, 1663, 669]
article-paragraph: ¿ Magi ab oriente venerunt ¿ ed una tradizione di S. Giovanni Crisostomo riportata da S. Tommaso, afferma che un popolo dell'Oriente, possessore delle scritture di Seth, attendeva il sorgere della cometa annunziatrice a Balaam, ed in ogni anno inviava dodici fra i suoi più saggi a un monte perchè ne segnalassero l'apparizione. [34, 630, 301, 700]
category-heading: Concorsi - Aste - Appalti [1155, 1046, 1294, 1059]
subscription-notice: Esortiamo i nostri camerati e gli amici ritardatari ad affrettarsi a rinnovare l'abbonamento già scaduto. Sarebbe cosa spiacevole per noi e per loro se in uno dei prossimi giorni fossimo costretti a sospendere la spedizione del quotidiano e delle altre pubblicazioni. I nostri Uffici in Galleria rimangono aperti ininterrottamente dalle ore 9 alle ore 21. Gli abbonamenti si ricevono anche presso la nostra Amministrazione in via Moscova dalle ore 9 alle 12 e dalle ore 14 alle ore 19. [484, 154, 683, 347]
article-paragraph: Ciò, si sappia... ch'essi erano venuti a dare, da molto lontano, la loro, visita a Milano, dove, ancor oggi, i fedeli possono ammirarne l'arca. [314, 192, 473, 251]
minimo-note: MINIMO 10 PAROLE [1265, 735, 1443, 751]
lotto-number: 84 [831, 2019, 846, 2032]
category-heading: Occasioni oggetti usati offerti e domandati [1102, 1287, 1347, 1300]
classified-text: CERCO pianoforte verticale usato, buono stato. Pagamento contanti. Cassetta 181-G UPI. DILETTANTE cinematografo cederebbe occasione completo impianto. Cassetta 285-P UPI. VENDESI mobilio completo sala pranzo noce, buono stato. Cassetta 275-P UPI. LAMPADARI artistici, bronzi, pianoforte, ferro battuto, qualità occasione. Cassetta 234-F UPI. [1099, 1314, 1349, 1407]
final-ad-line2: PASTE ALIMENTARI di TORRE ANNUNZIATA [1377, 2006, 1583, 2044]
sport-section-title: Battaglie Sportive [516, 597, 861, 635]
article-paragraph: L'erezione popolare doveva avere l'approvazione dell'imperatore ed Eustorgio, recatosi a Costantinopoli, ottenne questo non solo; ma ebbe anche in dono l'urna contenente le ceneri dei Magi, che egli, con gran pompa, trasportò a Milano, attraverso mille pericoli, nella Basilica di S. Eustorgio, dove ancor oggi l'arca è conservata e ammirata dai fedeli. [314, 390, 473, 531]
article-paragraph: Col primo di questo mese il sottocapitano della R. Guardia di Finanza cav. Donato Radini è stato promosso al grado di maggiore e confermato al Comando del Nucleo di Polizia tributaria presso il Circolo di Finanza di Milano. [484, 399, 683, 469]
poem-text: Serenata dei mercanti che, per tre secoli ed ampio, sotto i portici del tempio commerciavano i confetti, Anche oggi, ai divini figli, della santità col pensiero, l'antico mestiere, Ah! sorgeranno il Divin Figlio, della santa gentil nostra, la giovinezza or va, per quella notte nella valle di Madio. E pensar che un tal portento con le gabbie degli amici ha dato vento al tuo viaggio, non ti sembra strano mio amico bel figliol? [905, 1270, 1086, 1411]
rate-row [1099, 540, 1609, 552]
lotto-row [695, 2032, 894, 2043]
lotto-subtitle: Estrazioni del 4 gennaio 1930 [720, 2006, 869, 2017]
lotto-number: 89 [831, 2053, 846, 2065]
lotto-number: 18 [784, 2076, 799, 2088]
rate-value: » 1,75 » [1586, 480, 1623, 491]
article-paragraph: La Befana è un poco legata alla tradizione del vecchio Regno; ma i bimbi, lo sappiamo, la festeggiano tutti, e coloro che hanno mezzi a disposizione di donare doni, se ne ricordano sempre volentieri; giorno di festa per tutti dei grandi e dei piccini. [314, 963, 473, 1057]
article-paragraph: Perchè non chiamare questa festa di bene ¿ Epifania Fascista ¿? [314, 1061, 473, 1096]
column-3-sport [484, 647, 683, 2133]
article-paragraph: L'Unione provinciale dei Sindacati fascisti del commercio comunica che, in applicazione dell'art. 9 del contratto provinciale di lavoro per i dipendenti dal commercio, lunedì 6 gennaio, festa dell'Epifania, i negozi dovranno restare chiusi tutto il giorno. [695, 443, 894, 524]
lotto-number: 81 [807, 2099, 822, 2111]
lotto-number: 79 [877, 2053, 892, 2065]
article-paragraph: PREMIO LEGNONE — L. 6000, m. 2100; Ugolino, Sartano, Lucca, Zaira, Alda, Guida, Nadia, Lancia, Marito. [695, 1274, 894, 1310]
article-paragraph: PREMIO TORTONA — L. 5000, m. 2100; Dermiere, Bonaparte, Santapiè, Lottaro, Lillo, Mara Jockey, Garibaldi, Orlando, Flora Bella, Nadia. PREMIO MARGHERA — L. 6000, m. 2000; Giotto, Lucia, Felino, Tonino, Farga, Piave, Nemi. [695, 1099, 894, 1170]
article-paragraph: I sottufficiali e i militari di truppa che intendono invocare i benefici di cui sopra, dovranno farne domanda su carta libera ai Comandi di corpo, entro il termine prescritto. Detta domanda sarà trasmessa al Ministero della Guerra corredata dallo stato di servizio e dalla copia del foglio matricolare. [905, 811, 1088, 906]
category-heading: Domande di impiego e di lavoro [1394, 953, 1574, 966]
lotto-table [695, 2020, 894, 2111]
rate-value: » 1,75 » [1573, 492, 1609, 503]
rate-row [1099, 646, 1708, 658]
rate-value: » 1,75 » [1573, 563, 1609, 574]
article-paragraph: Gruppo ¿ Caiolo ¿. — Il 11 dicembre, nella Sala del Comitato di Beneficenza del Gruppo fascista, sarà distribuito il pacco dono ai bimbi della zona. [314, 1717, 473, 1777]
newspaper-date-title: IL POPOLO D'ITALIA, 5 Gennaio 1930 [664, 136, 990, 154]
rate-row [1099, 492, 1609, 504]
article-paragraph: prova del campionato italiano assoluto; 21 Settembre: Campionato italiano allievi. [695, 647, 894, 670]
